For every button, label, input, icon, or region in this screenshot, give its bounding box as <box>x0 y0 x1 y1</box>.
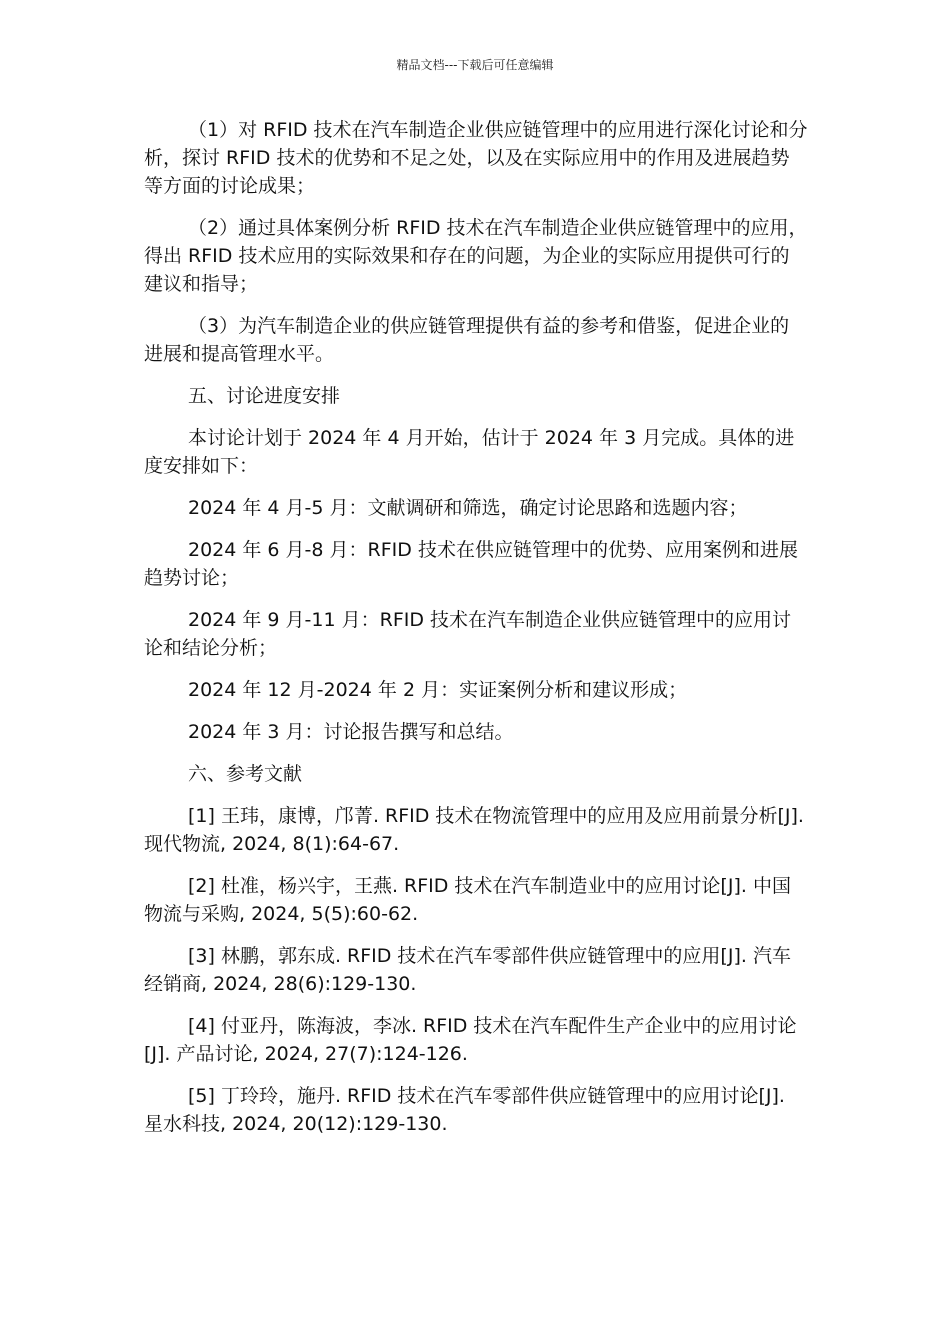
schedule-intro: 本讨论计划于 2024 年 4 月开始，估计于 2024 年 3 月完成。具体的进度安排如下： <box>144 427 795 477</box>
objective-1: （1）对 RFID 技术在汽车制造企业供应链管理中的应用进行深化讨论和分析，探讨 RFID 技术的优势和不足之处，以及在实际应用中的作用及进展趋势等方面的讨论成果； <box>144 119 808 197</box>
reference-item: [4] 付亚丹，陈海波，李冰. RFID 技术在汽车配件生产企业中的应用讨论[J]. 产品讨论, 2024, 27(7):124-126. <box>144 1015 797 1065</box>
page-header: 精品文档---下载后可任意编辑 <box>396 58 554 72</box>
schedule-item: 2024 年 3 月：讨论报告撰写和总结。 <box>188 721 514 743</box>
reference-item: [2] 杜准，杨兴宇，王燕. RFID 技术在汽车制造业中的应用讨论[J]. 中国物流与采购, 2024, 5(5):60-62. <box>144 875 791 925</box>
schedule-item: 2024 年 6 月-8 月：RFID 技术在供应链管理中的优势、应用案例和进展趋势讨论； <box>144 539 798 589</box>
schedule-item: 2024 年 9 月-11 月：RFID 技术在汽车制造企业供应链管理中的应用讨论和结论分析； <box>144 609 792 659</box>
objective-3: （3）为汽车制造企业的供应链管理提供有益的参考和借鉴，促进企业的进展和提高管理水平。 <box>144 315 790 365</box>
reference-item: [5] 丁玲玲，施丹. RFID 技术在汽车零部件供应链管理中的应用讨论[J]. 星水科技, 2024, 20(12):129-130. <box>144 1085 785 1135</box>
section-heading-references: 六、参考文献 <box>188 763 303 785</box>
section-heading-schedule: 五、讨论进度安排 <box>188 385 341 407</box>
schedule-item: 2024 年 12 月-2024 年 2 月：实证案例分析和建议形成； <box>188 679 688 701</box>
reference-item: [3] 林鹏，郭东成. RFID 技术在汽车零部件供应链管理中的应用[J]. 汽车经销商, 2024, 28(6):129-130. <box>144 945 791 995</box>
objective-2: （2）通过具体案例分析 RFID 技术在汽车制造企业供应链管理中的应用，得出 RFID 技术应用的实际效果和存在的问题，为企业的实际应用提供可行的建议和指导； <box>144 217 808 295</box>
reference-item: [1] 王玮，康博，邝菁. RFID 技术在物流管理中的应用及应用前景分析[J]. 现代物流, 2024, 8(1):64-67. <box>144 805 804 855</box>
document-body <box>144 116 808 1138</box>
schedule-item: 2024 年 4 月-5 月：文献调研和筛选，确定讨论思路和选题内容； <box>188 497 748 519</box>
